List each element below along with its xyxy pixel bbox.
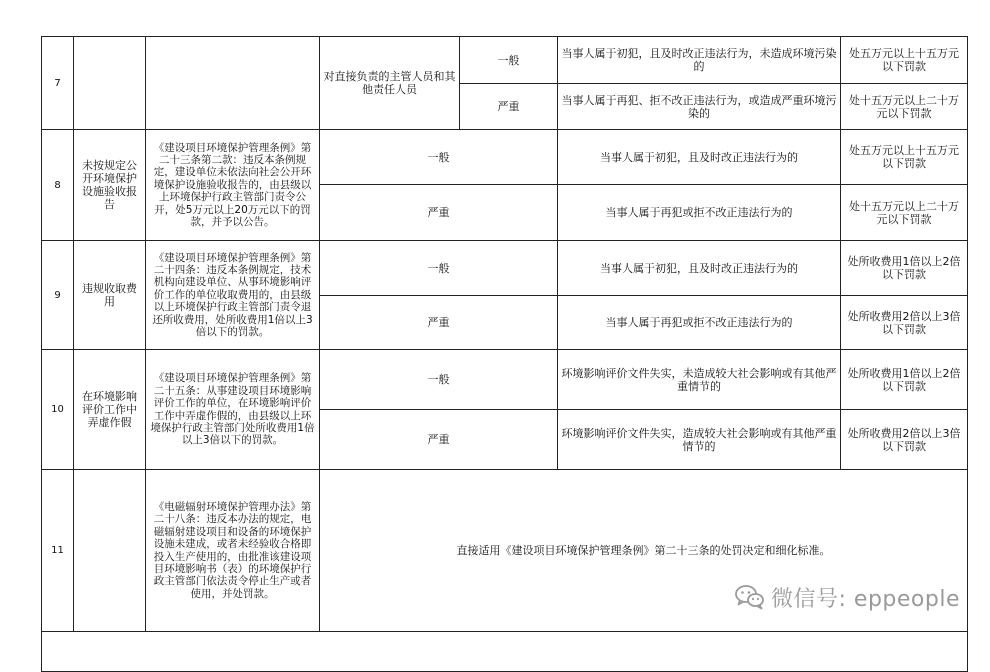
- legal-basis: 《建设项目环境保护管理条例》第二十三条第二款：违反本条例规定，建设单位未依法向社会公开环境保护设施验收报告的，由县级以上环境保护行政主管部门责令公开，处5万元以上20万元以下的罚款，并予以公告。: [146, 130, 320, 241]
- penalty-standard: 处所收费用1倍以上2倍以下罚款: [841, 350, 968, 410]
- severity-level: 严重: [320, 410, 558, 470]
- severity-level: 严重: [320, 185, 558, 241]
- row-number: 9: [42, 241, 74, 350]
- table-row: [42, 632, 968, 672]
- severity-level: 一般: [460, 37, 558, 84]
- circumstance: 当事人属于再犯或拒不改正违法行为的: [558, 185, 841, 241]
- legal-basis: 《建设项目环境保护管理条例》第二十四条：违反本条例规定，技术机构向建设单位、从事环境影响评价工作的单位收取费用的，由县级以上环境保护行政主管部门责令退还所收费用，处所收费用1倍以上3倍以下的罚款。: [146, 241, 320, 350]
- severity-level: 一般: [320, 350, 558, 410]
- watermark-text: 微信号: eppeople: [771, 586, 960, 612]
- severity-level: 严重: [320, 296, 558, 350]
- row-number: 8: [42, 130, 74, 241]
- table-row: [42, 130, 968, 185]
- penalty-target: 对直接负责的主管人员和其他责任人员: [320, 37, 460, 130]
- circumstance: 环境影响评价文件失实，造成较大社会影响或有其他严重情节的: [558, 410, 841, 470]
- severity-level: 一般: [320, 130, 558, 185]
- circumstance: 当事人属于初犯，且及时改正违法行为的: [558, 130, 841, 185]
- table-row: [42, 37, 968, 84]
- watermark: [735, 582, 960, 612]
- table-row: [42, 241, 968, 296]
- severity-level: 严重: [460, 84, 558, 130]
- penalty-standard: 处十五万元以上二十万元以下罚款: [841, 185, 968, 241]
- penalty-standard: 处十五万元以上二十万元以下罚款: [841, 84, 968, 130]
- row-number: 7: [42, 37, 74, 130]
- violation-case: 未按规定公开环境保护设施验收报告: [74, 130, 146, 241]
- penalty-standard: 处五万元以上十五万元以下罚款: [841, 37, 968, 84]
- circumstance: 当事人属于再犯或拒不改正违法行为的: [558, 296, 841, 350]
- legal-basis: 《电磁辐射环境保护管理办法》第二十八条：违反本办法的规定，电磁辐射建设项目和设备的环境保护设施未建成，或者未经验收合格即投入生产使用的，由批准该建设项目环境影响书（表）的环境保护行政主管部门依法责令停止生产或者使用，并处罚款。: [146, 470, 320, 632]
- legal-basis: [146, 37, 320, 130]
- circumstance: 环境影响评价文件失实，未造成较大社会影响或有其他严重情节的: [558, 350, 841, 410]
- violation-case: 在环境影响评价工作中弄虚作假: [74, 350, 146, 470]
- penalty-table: [41, 36, 968, 672]
- wechat-icon: [735, 584, 765, 610]
- violation-case: [74, 37, 146, 130]
- legal-basis: 《建设项目环境保护管理条例》第二十五条：从事建设项目环境影响评价工作的单位，在环境影响评价工作中弄虚作假的，由县级以上环境保护行政主管部门处所收费用1倍以上3倍以下的罚款。: [146, 350, 320, 470]
- penalty-standard: 处所收费用2倍以上3倍以下罚款: [841, 296, 968, 350]
- next-row-partial: [42, 632, 968, 672]
- merged-standard: 直接适用《建设项目环境保护管理条例》第二十三条的处罚决定和细化标准。: [320, 470, 968, 632]
- severity-level: 一般: [320, 241, 558, 296]
- circumstance: 当事人属于初犯，且及时改正违法行为的: [558, 241, 841, 296]
- violation-case: [74, 470, 146, 632]
- row-number: 10: [42, 350, 74, 470]
- penalty-standard: 处五万元以上十五万元以下罚款: [841, 130, 968, 185]
- table-row: [42, 350, 968, 410]
- row-number: 11: [42, 470, 74, 632]
- circumstance: 当事人属于初犯，且及时改正违法行为，未造成环境污染的: [558, 37, 841, 84]
- circumstance: 当事人属于再犯、拒不改正违法行为，或造成严重环境污染的: [558, 84, 841, 130]
- penalty-standard: 处所收费用1倍以上2倍以下罚款: [841, 241, 968, 296]
- penalty-standard: 处所收费用2倍以上3倍以下罚款: [841, 410, 968, 470]
- violation-case: 违规收取费用: [74, 241, 146, 350]
